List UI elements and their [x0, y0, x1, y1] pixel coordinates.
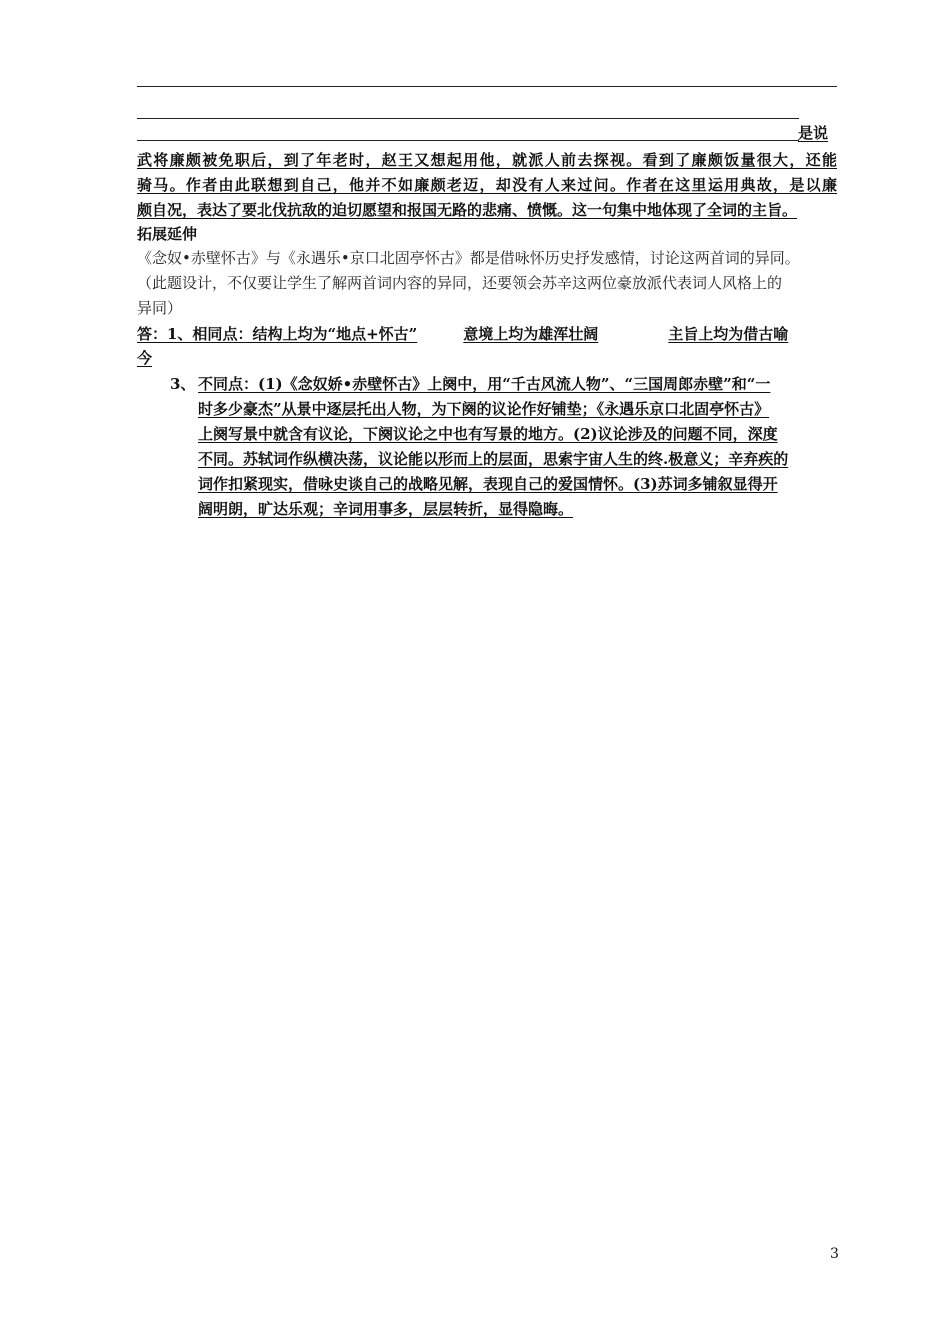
- answer-difference-line-2: 时多少豪杰”从景中逐层托出人物，为下阕的议论作好铺垫；《永遇乐京口北固亭怀古》: [198, 400, 770, 418]
- section-heading: 拓展延伸: [137, 225, 198, 243]
- answer-difference-line-5: 词作扣紧现实，借咏史谈自己的战略见解，表现自己的爱国情怀。(3)苏词多铺叙显得开: [198, 475, 778, 493]
- page-number: 3: [830, 1246, 839, 1262]
- answer-difference-line-6: 阔明朗，旷达乐观；辛词用事多，层层转折，显得隐晦。: [198, 500, 574, 518]
- answer-item-1-continued: 今: [137, 349, 153, 367]
- question-line-2: （此题设计，不仅要让学生了解两首词内容的异同，还要领会苏辛这两位豪放派代表词人风格上的: [137, 274, 783, 292]
- question-line-3: 异同）: [137, 299, 183, 317]
- answer-line-3: 颇自况，表达了要北伐抗敌的迫切愿望和报国无路的悲痛、愤慨。这一句集中地体现了全词的主旨。: [137, 201, 798, 219]
- answer-line-1: 武将廉颇被免职后，到了年老时，赵王又想起用他，就派人前去探视。看到了廉颇饭量很大，还能: [137, 151, 837, 169]
- answer-difference-line-1: 不同点：(1)《念奴娇•赤壁怀古》上阕中，用“千古风流人物”、“三国周郎赤壁”和“一: [198, 375, 771, 393]
- answer-item-1: [137, 322, 837, 347]
- blank-line-2: [137, 118, 799, 119]
- answer-difference-line-3: 上阕写景中就含有议论，下阕议论之中也有写景的地方。(2)议论涉及的问题不同，深度: [198, 425, 778, 443]
- answer-similarity-structure: 答：1、相同点：结构上均为“地点+怀古”: [137, 325, 418, 343]
- blank-line-3: [137, 140, 799, 141]
- answer-item-3-number: 3、: [170, 375, 196, 393]
- question-line-1: 《念奴•赤壁怀古》与《永遇乐•京口北固亭怀古》都是借咏怀历史抒发感情，讨论这两首词的异同。: [137, 249, 800, 267]
- blank-line-1: [137, 86, 837, 87]
- answer-difference-line-4: 不同。苏轼词作纵横决荡，议论能以形而上的层面，思索宇宙人生的终.极意义；辛弃疾的: [198, 450, 789, 468]
- answer-similarity-theme: 主旨上均为借古喻: [668, 325, 789, 343]
- answer-tail-shi-shuo: 是说: [798, 124, 829, 142]
- answer-similarity-mood: 意境上均为雄浑壮阔: [463, 325, 599, 343]
- answer-line-2: 骑马。作者由此联想到自己，他并不如廉颇老迈，却没有人来过问。作者在这里运用典故，是以廉: [137, 176, 837, 194]
